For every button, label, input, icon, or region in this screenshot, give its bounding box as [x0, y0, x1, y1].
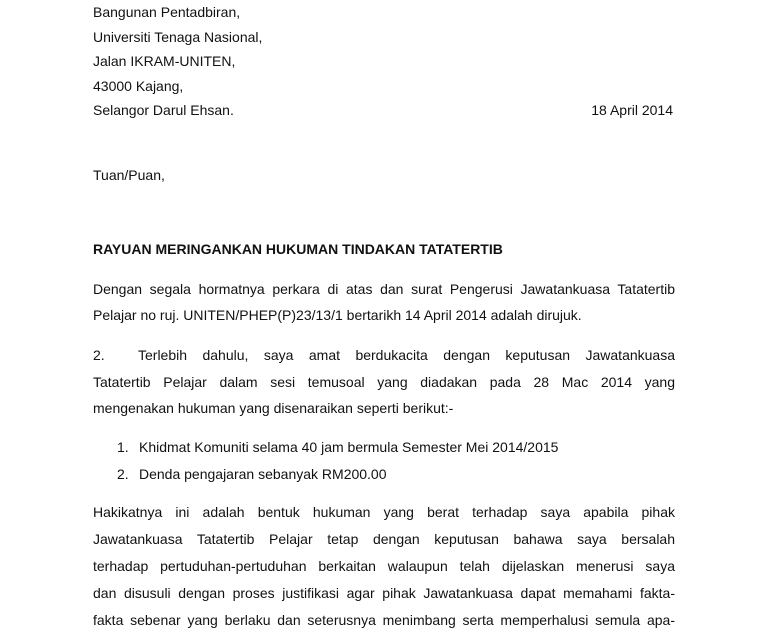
address-line-2: Universiti Tenaga Nasional, [93, 29, 263, 45]
intro-line-1: Dengan segala hormatnya perkara di atas dan surat Pengerusi Jawatankuasa Tatatertib [93, 281, 675, 297]
letter-date: 18 April 2014 [591, 102, 673, 118]
address-line-5: Selangor Darul Ehsan. [93, 102, 234, 118]
address-line-4: 43000 Kajang, [93, 78, 184, 94]
address-line-3: Jalan IKRAM-UNITEN, [93, 53, 236, 69]
salutation: Tuan/Puan, [93, 167, 165, 183]
para3-line-4: dan disusuli dengan proses justifikasi agar pihak Jawatankuasa dapat memahami fakta- [93, 585, 675, 601]
para2-number: 2. [93, 347, 105, 363]
list-item [117, 465, 387, 483]
para2-line-1 [93, 346, 675, 364]
list-item-number: 2. [117, 466, 129, 482]
list-item-text: Khidmat Komuniti selama 40 jam bermula Semester Mei 2014/2015 [139, 439, 559, 455]
para3-line-1: Hakikatnya ini adalah bentuk hukuman yang berat terhadap saya apabila pihak [93, 504, 675, 520]
para2-line-2: Tatatertib Pelajar dalam sesi temusoal yang diadakan pada 28 Mac 2014 yang [93, 374, 675, 390]
list-item-text: Denda pengajaran sebanyak RM200.00 [139, 466, 387, 482]
letter-subject: RAYUAN MERINGANKAN HUKUMAN TINDAKAN TATATERTIB [93, 241, 503, 257]
para3-line-2: Jawatankuasa Tatatertib Pelajar tetap dengan keputusan bahawa saya bersalah [93, 531, 675, 547]
list-item-number: 1. [117, 439, 129, 455]
intro-line-2: Pelajar no ruj. UNITEN/PHEP(P)23/13/1 bertarikh 14 April 2014 adalah dirujuk. [93, 307, 582, 323]
address-line-1: Bangunan Pentadbiran, [93, 4, 241, 20]
list-item [117, 438, 558, 456]
para2-line-3: mengenakan hukuman yang disenaraikan seperti berikut:- [93, 400, 454, 416]
para3-line-5: fakta sebenar yang berlaku dan seterusnya menimbang serta memperhalusi semula apa- [93, 612, 675, 628]
para3-line-3: terhadap pertuduhan-pertuduhan berkaitan walaupun telah dijelaskan menerusi saya [93, 558, 675, 574]
para2-text-1: Terlebih dahulu, saya amat berdukacita dengan keputusan Jawatankuasa [138, 347, 675, 363]
